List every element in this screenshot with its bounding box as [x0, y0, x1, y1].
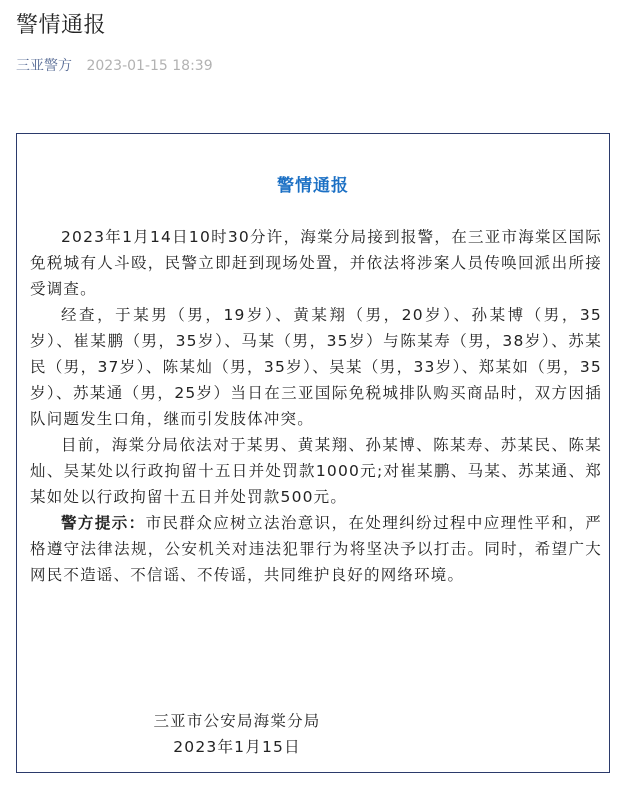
tip-label: 警方提示：: [61, 514, 146, 532]
notice-title: 警情通报: [277, 176, 349, 196]
notice-box: [16, 133, 610, 773]
paragraph-penalty: 目前，海棠分局依法对于某男、黄某翔、孙某博、陈某寿、苏某民、陈某灿、吴某处以行政拘留十五日并处罚款1000元;对崔某鹏、马某、苏某通、郑某如处以行政拘留十五日并处罚款500元。: [30, 436, 602, 506]
signature-date: 2023年1月15日: [173, 738, 301, 756]
publish-time: 2023-01-15 18:39: [86, 58, 213, 74]
signature-organization: 三亚市公安局海棠分局: [153, 712, 321, 730]
signature: [17, 708, 457, 760]
paragraph-investigation: 经查，于某男（男，19岁）、黄某翔（男，20岁）、孙某博（男，35岁）、崔某鹏（男，35岁）、马某（男，35岁）与陈某寿（男，38岁）、苏某民（男，37岁）、陈某灿（男，35岁）、吴某（男，33岁）、郑某如（男，35岁）、苏某通（男，25岁）当日在三亚国际免税城排队购买商品时，双方因插队问题发生口角，继而引发肢体冲突。: [30, 306, 602, 428]
tip-text: 市民群众应树立法治意识，在处理纠纷过程中应理性平和，严格遵守法律法规，公安机关对违法犯罪行为将坚决予以打击。同时，希望广大网民不造谣、不信谣、不传谣，共同维护良好的网络环境。: [30, 514, 602, 584]
article-title: 警情通报: [16, 13, 107, 38]
author-link[interactable]: 三亚警方: [16, 58, 72, 74]
article-meta: [16, 56, 213, 76]
paragraph-tip: [30, 510, 602, 588]
notice-body: [30, 224, 602, 588]
paragraph-incident: 2023年1月14日10时30分许，海棠分局接到报警，在三亚市海棠区国际免税城有人斗殴，民警立即赶到现场处置，并依法将涉案人员传唤回派出所接受调查。: [30, 228, 602, 298]
